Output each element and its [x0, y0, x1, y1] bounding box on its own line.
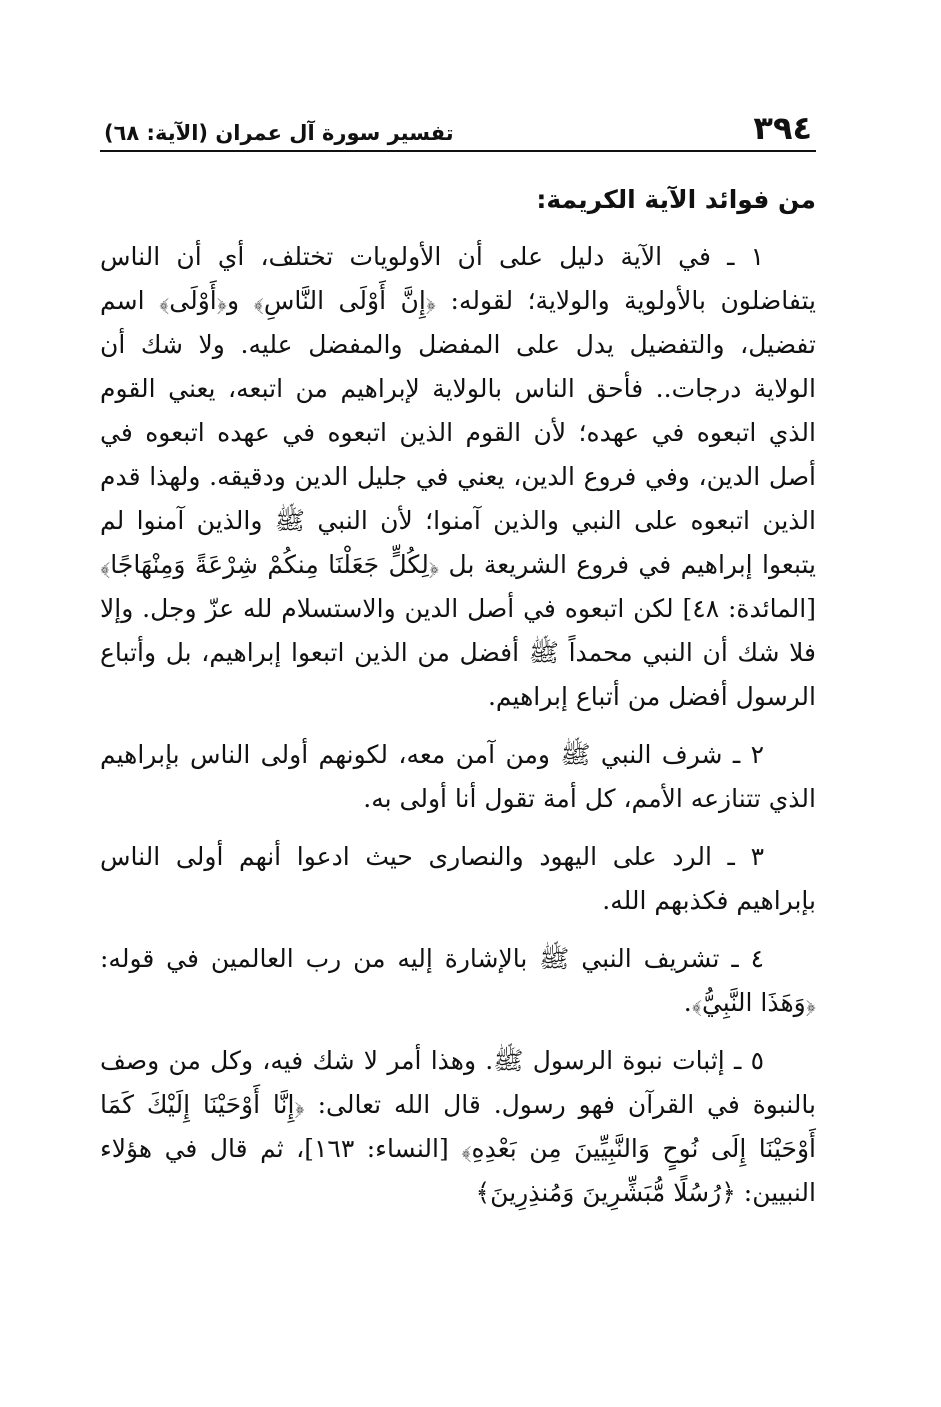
paragraph-benefit-3 [100, 835, 816, 923]
paragraph-benefit-1 [100, 235, 816, 719]
section-title: من فوائد الآية الكريمة: [536, 185, 816, 214]
paragraph-benefit-4 [100, 937, 816, 1025]
paragraph-benefit-2 [100, 733, 816, 821]
running-header-title: تفسير سورة آل عمران (الآية: ٦٨) [104, 121, 454, 145]
paragraph-text: ٢ ـ شرف النبي ﷺ ومن آمن معه، لكونهم أولى الناس بإبراهيم الذي تتنازعه الأمم، كل أمة تقول أنا أولى به. [100, 740, 816, 813]
page-number: ٣٩٤ [753, 109, 812, 147]
paragraph-benefit-5 [100, 1039, 816, 1215]
paragraph-text: ١ ـ في الآية دليل على أن الأولويات تختلف، أي أن الناس يتفاضلون بالأولوية والولاية؛ لقوله: ﴿إِنَّ أَوْلَى النَّاسِ﴾ و﴿أَوْلَى﴾ اسم تفضيل، والتفضيل يدل على المفضل والمفضل عليه. ولا شك أن الولاية درجات.. فأحق الناس بالولاية لإبراهيم من اتبعه، يعني القوم الذي اتبعوه في عهده؛ لأن القوم الذين اتبعوه في عهده اتبعوه في أصل الدين، وفي فروع الدين، يعني في جليل الدين ودقيقه. ولهذا قدم الذين اتبعوه على النبي والذين آمنوا؛ لأن النبي ﷺ والذين آمنوا لم يتبعوا إبراهيم في فروع الشريعة بل ﴿لِكُلٍّ جَعَلْنَا مِنكُمْ شِرْعَةً وَمِنْهَاجًا﴾ [المائدة: ٤٨] لكن اتبعوه في أصل الدين والاستسلام لله عزّ وجل. وإلا فلا شك أن النبي محمداً ﷺ أفضل من الذين اتبعوا إبراهيم، بل وأتباع الرسول أفضل من أتباع إبراهيم. [100, 242, 816, 711]
paragraph-text: ٤ ـ تشريف النبي ﷺ بالإشارة إليه من رب العالمين في قوله: ﴿وَهَذَا النَّبِيُّ﴾. [100, 944, 816, 1017]
running-header [100, 88, 816, 152]
paragraph-text: ٣ ـ الرد على اليهود والنصارى حيث ادعوا أنهم أولى الناس بإبراهيم فكذبهم الله. [100, 842, 816, 915]
paragraph-text: ٥ ـ إثبات نبوة الرسول ﷺ. وهذا أمر لا شك فيه، وكل من وصف بالنبوة في القرآن فهو رسول. قال الله تعالى: ﴿إِنَّا أَوْحَيْنَا إِلَيْكَ كَمَا أَوْحَيْنَا إِلَى نُوحٍ وَالنَّبِيِّينَ مِن بَعْدِهِ﴾ [النساء: ١٦٣]، ثم قال في هؤلاء النبيين: ﴿رُسُلًا مُّبَشِّرِينَ وَمُنذِرِينَ﴾ [100, 1046, 816, 1207]
book-page [100, 88, 816, 1229]
